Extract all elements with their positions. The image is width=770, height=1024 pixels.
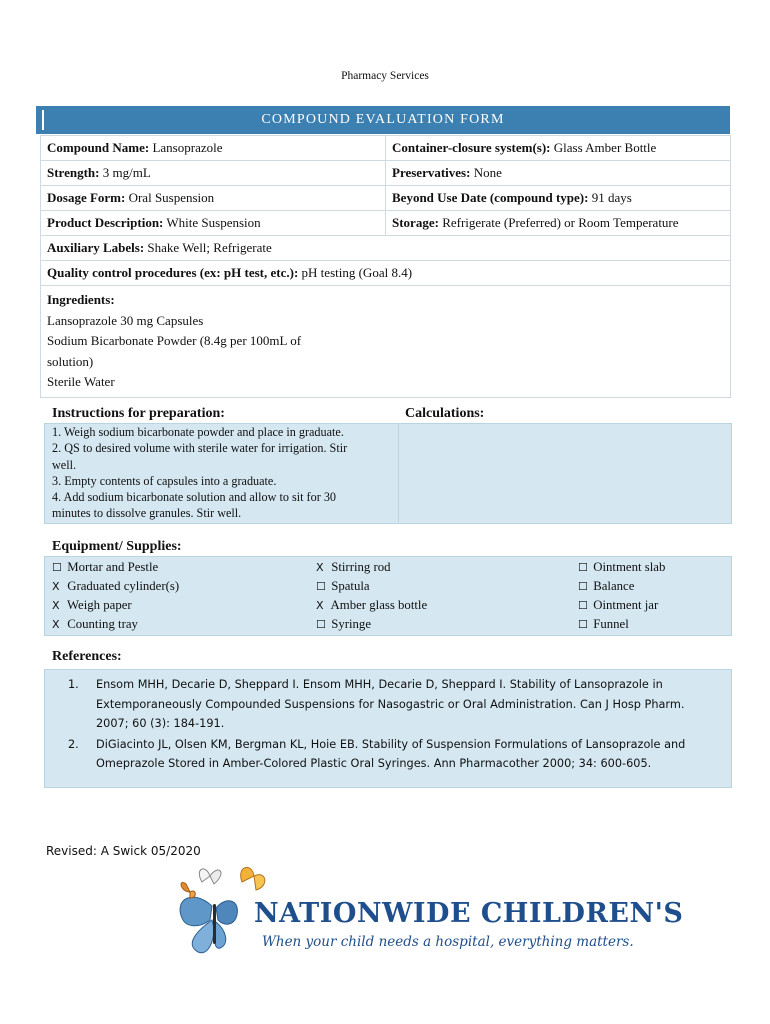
checkbox-icon[interactable]: X: [316, 599, 324, 612]
dosage-form-cell: Dosage Form: Oral Suspension: [41, 186, 386, 211]
container-closure-cell: Container-closure system(s): Glass Amber Bottle: [386, 136, 731, 161]
equipment-column-3: [578, 558, 665, 634]
calculations-label: Calculations:: [405, 406, 485, 421]
checkbox-icon[interactable]: ☐: [578, 580, 588, 593]
ingredient-item: solution): [47, 353, 94, 369]
instruction-line: 3. Empty contents of capsules into a graduate.: [52, 473, 277, 488]
equipment-item: X Amber glass bottle: [316, 596, 427, 615]
form-table: [40, 135, 731, 398]
equipment-item: X Stirring rod: [316, 558, 427, 577]
checkbox-icon[interactable]: X: [52, 599, 60, 612]
equipment-item: ☐ Funnel: [578, 615, 665, 634]
auxiliary-labels-cell: Auxiliary Labels: Shake Well; Refrigerate: [41, 236, 731, 261]
instructions-label: Instructions for preparation:: [52, 406, 225, 421]
reference-item: [68, 735, 718, 774]
instruction-line: well.: [52, 457, 77, 472]
page-header: Pharmacy Services: [341, 70, 429, 82]
ingredients-cell: [41, 286, 731, 398]
reference-text: Ensom MHH, Decarie D, Sheppard I. Ensom MHH, Decarie D, Sheppard I. Stability of Lansoprazole in Extemporaneously Compounded Suspensions for Nasogastric or Oral Administration. Can J Hosp Pharm. 2007; 60 (3): 184-191.: [96, 678, 685, 730]
equipment-item: X Counting tray: [52, 615, 179, 634]
form-title: COMPOUND EVALUATION FORM: [261, 112, 505, 127]
equipment-item: ☐ Ointment jar: [578, 596, 665, 615]
ingredient-item: Lansoprazole 30 mg Capsules: [47, 312, 204, 328]
ingredients-label: Ingredients:: [47, 292, 115, 307]
equipment-item: ☐ Syringe: [316, 615, 427, 634]
checkbox-icon[interactable]: X: [316, 561, 324, 574]
product-description-cell: Product Description: White Suspension: [41, 211, 386, 236]
reference-item: [68, 675, 718, 734]
checkbox-icon[interactable]: ☐: [52, 561, 62, 574]
checkbox-icon[interactable]: X: [52, 618, 60, 631]
checkbox-icon[interactable]: X: [52, 580, 60, 593]
title-bar-notch: [42, 110, 44, 130]
instruction-line: 2. QS to desired volume with sterile water for irrigation. Stir: [52, 441, 348, 456]
storage-cell: Storage: Refrigerate (Preferred) or Room Temperature: [386, 211, 731, 236]
references-label: References:: [52, 649, 122, 664]
checkbox-icon[interactable]: ☐: [578, 618, 588, 631]
equipment-column-2: [316, 558, 427, 634]
equipment-item: ☐ Mortar and Pestle: [52, 558, 179, 577]
hospital-name: NATIONWIDE CHILDREN'S: [254, 898, 684, 929]
instruction-line: minutes to dissolve granules. Stir well.: [52, 506, 242, 521]
instruction-line: 1. Weigh sodium bicarbonate powder and place in graduate.: [52, 425, 344, 439]
ingredient-item: Sodium Bicarbonate Powder (8.4g per 100mL of: [47, 333, 302, 348]
equipment-item: X Weigh paper: [52, 596, 179, 615]
form-title-bar: [36, 106, 730, 134]
ingredient-item: Sterile Water: [47, 374, 115, 389]
equipment-item: ☐ Ointment slab: [578, 558, 665, 577]
references-list: [68, 675, 718, 775]
checkbox-icon[interactable]: ☐: [316, 618, 326, 631]
preservatives-cell: Preservatives: None: [386, 161, 731, 186]
equipment-item: X Graduated cylinder(s): [52, 577, 179, 596]
compound-name-cell: Compound Name: Lansoprazole: [41, 136, 386, 161]
panel-divider: [398, 423, 399, 522]
strength-cell: Strength: 3 mg/mL: [41, 161, 386, 186]
checkbox-icon[interactable]: ☐: [578, 561, 588, 574]
reference-number: 1.: [68, 678, 79, 691]
hospital-tagline: When your child needs a hospital, everything matters.: [262, 934, 634, 950]
equipment-item: ☐ Spatula: [316, 577, 427, 596]
equipment-item: ☐ Balance: [578, 577, 665, 596]
reference-text: DiGiacinto JL, Olsen KM, Bergman KL, Hoie EB. Stability of Suspension Formulations of Lansoprazole and Omeprazole Stored in Amber-Colored Plastic Oral Syringes. Ann Pharmacother 2000; 34: 600-605.: [96, 737, 686, 770]
equipment-column-1: [52, 558, 179, 634]
reference-number: 2.: [68, 737, 79, 751]
instruction-line: 4. Add sodium bicarbonate solution and allow to sit for 30: [52, 490, 337, 505]
hospital-logo: [172, 858, 684, 958]
beyond-use-date-cell: Beyond Use Date (compound type): 91 days: [386, 186, 731, 211]
equipment-label: Equipment/ Supplies:: [52, 539, 182, 554]
instructions-text: [52, 424, 392, 522]
checkbox-icon[interactable]: ☐: [316, 580, 326, 593]
quality-control-cell: Quality control procedures (ex: pH test, etc.): pH testing (Goal 8.4): [41, 261, 731, 286]
revised-note: Revised: A Swick 05/2020: [46, 844, 201, 858]
checkbox-icon[interactable]: ☐: [578, 599, 588, 612]
